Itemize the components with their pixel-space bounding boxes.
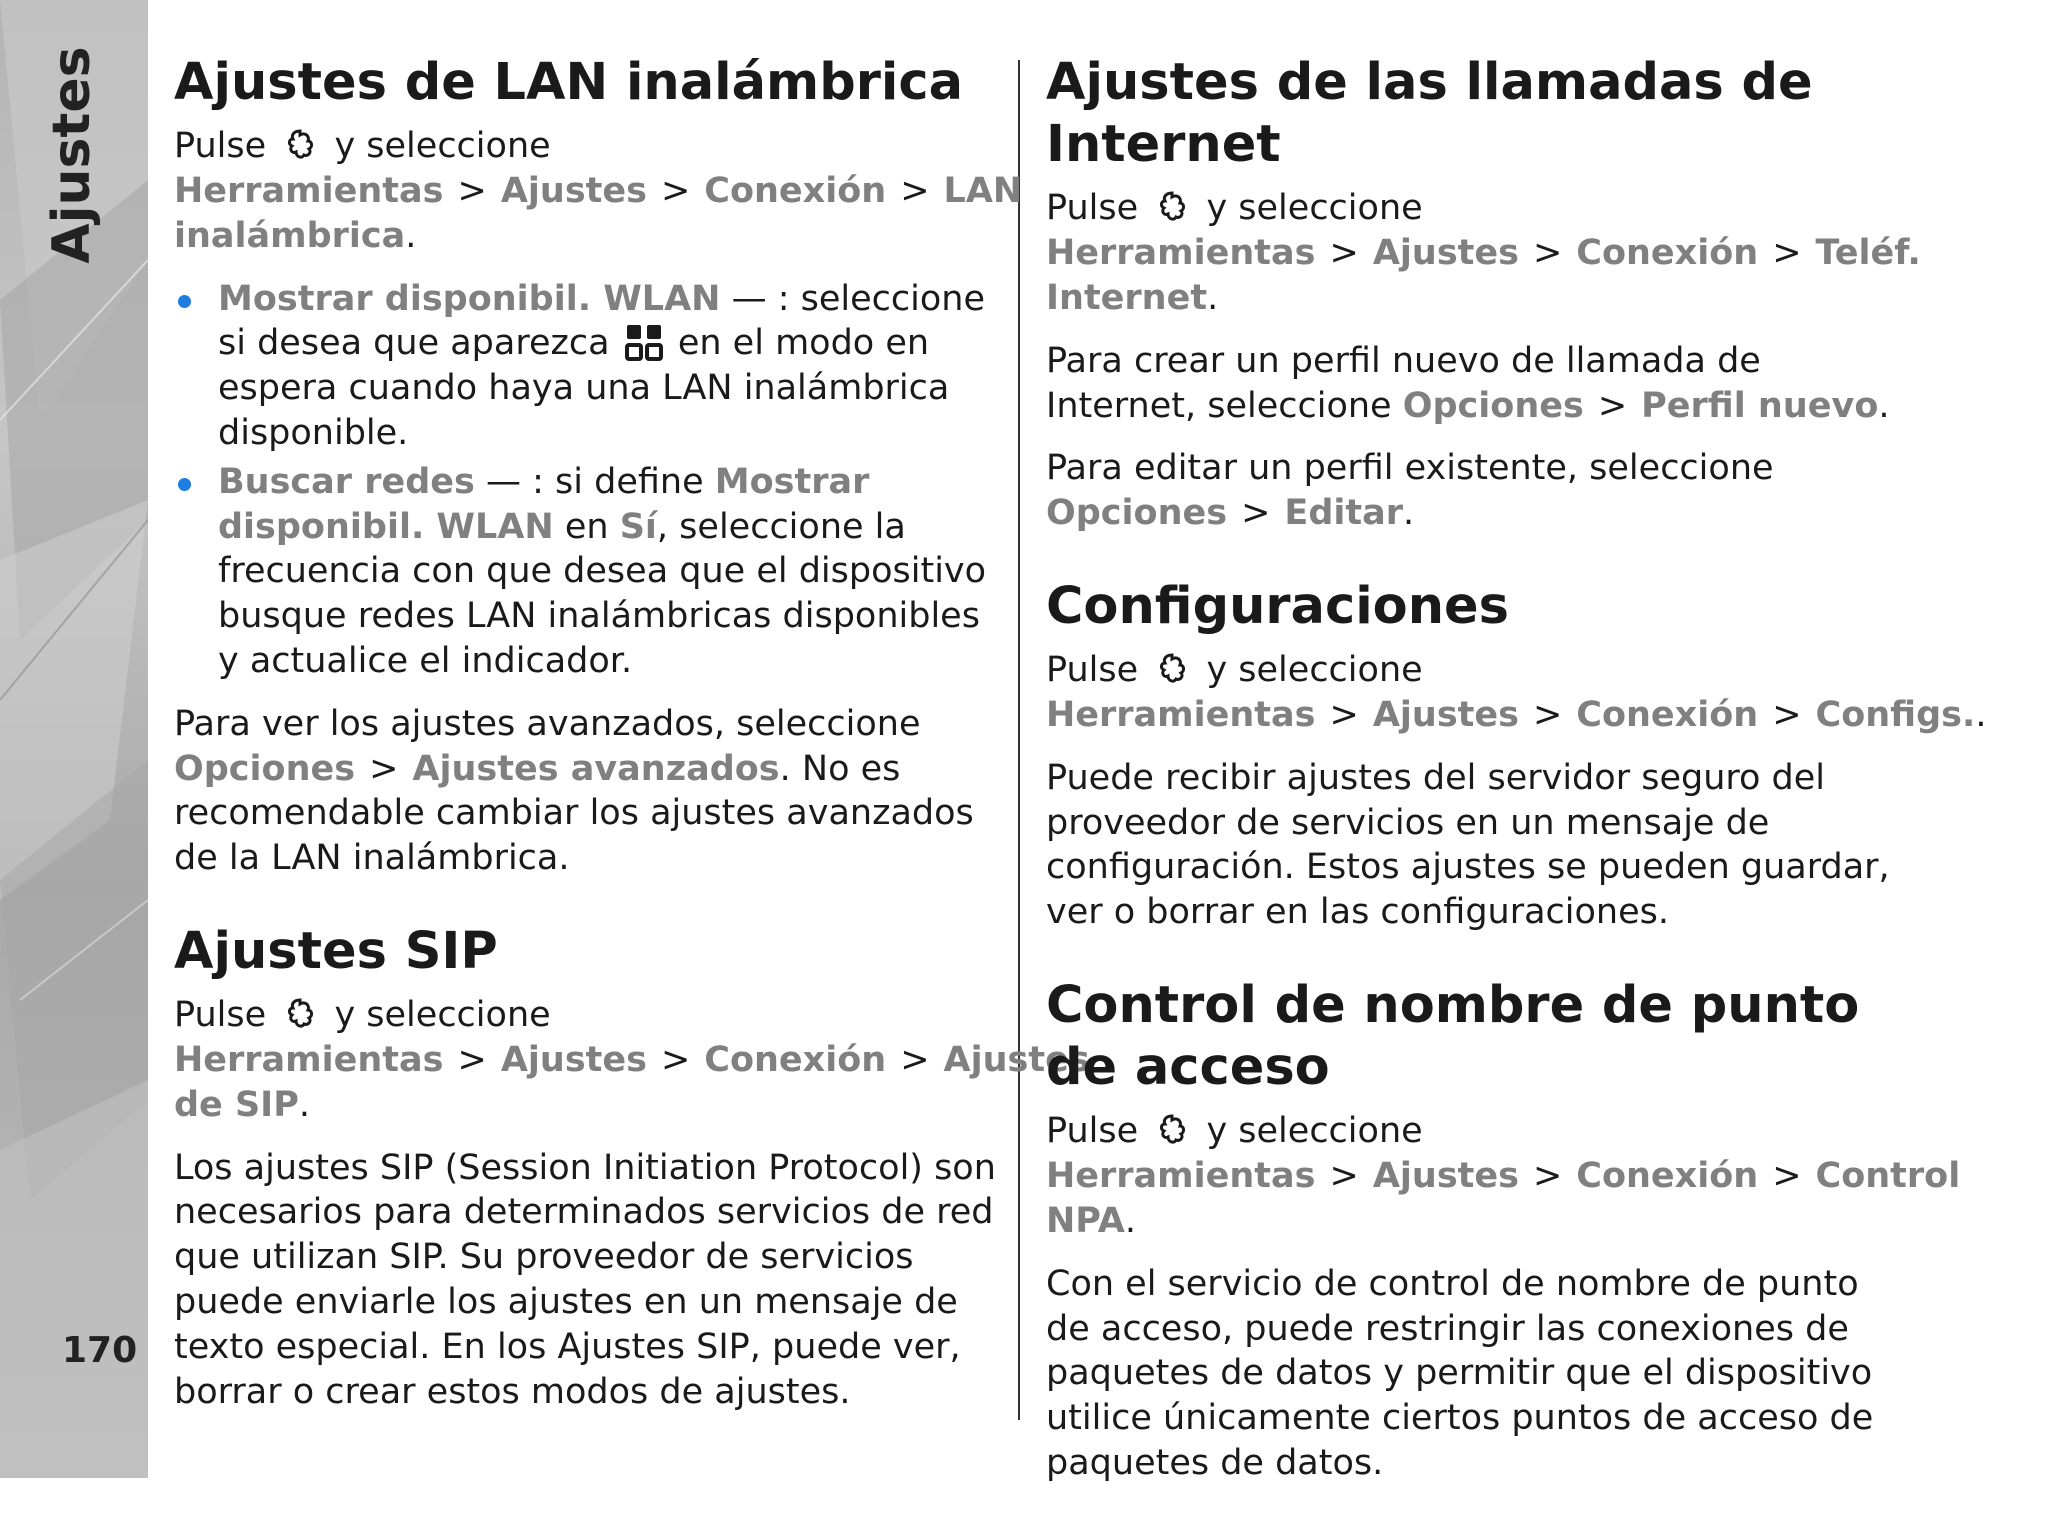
wlan-heading: Ajustes de LAN inalámbrica (174, 53, 963, 112)
left-column (174, 52, 1090, 1454)
configs-body: Puede recibir ajustes del servidor seguro del proveedor de servicios en un mensaje de configuración. Estos ajustes se pueden guardar, ver o borrar en las configuraciones. (1046, 757, 1890, 933)
menu-path-connection: Conexión (704, 171, 887, 212)
sidebar (0, 0, 148, 1478)
wlan-options-list (174, 277, 1004, 684)
apn-body: Con el servicio de control de nombre de punto de acceso, puede restringir las conexiones de paquetes de datos y permitir que el dispositivo utilice únicamente ciertos puntos de acceso de paquetes de datos. (1046, 1263, 1874, 1484)
menu-path-tools: Herramientas (174, 171, 444, 212)
menu-key-icon (1157, 1112, 1187, 1148)
internet-call-heading: Ajustes de las llamadas de Internet (1046, 53, 1813, 175)
apn-path: Pulse y seleccione Herramientas > Ajustes > Conexión > Control NPA. (1046, 1111, 1961, 1242)
configs-heading: Configuraciones (1046, 577, 1509, 637)
section-configs (1046, 576, 1987, 935)
list-item: Mostrar disponibil. WLAN — : seleccione si desea que aparezca en el modo en espera cuando haya una LAN inalámbrica disponible. (174, 277, 1004, 456)
section-internet-call (1046, 52, 1921, 536)
page-number: 170 (62, 1330, 138, 1371)
column-divider (1018, 60, 1020, 1420)
menu-key-icon (1157, 651, 1187, 687)
bullet-icon (178, 478, 191, 491)
menu-key-icon (1157, 189, 1187, 225)
bullet-icon (178, 295, 191, 308)
menu-key-icon (285, 996, 315, 1032)
apn-heading: Control de nombre de punto de acceso (1046, 976, 1860, 1098)
wlan-path: Pulse y seleccione Herramientas > Ajustes > Conexión > LAN inalámbrica. (174, 126, 1023, 256)
wlan-availability-icon (625, 323, 663, 361)
sidebar-title-text: Ajustes (42, 46, 102, 264)
internet-call-edit-profile: Para editar un perfil existente, seleccione Opciones > Editar. (1046, 448, 1774, 534)
sip-body: Los ajustes SIP (Session Initiation Protocol) son necesarios para determinados servicios de red que utilizan SIP. Su proveedor de servicios puede enviarle los ajustes en un mensaje de texto especial. En los Ajustes SIP, puede ver, borrar o crear estos modos de ajustes. (174, 1147, 996, 1412)
menu-key-icon (285, 127, 315, 163)
menu-path-wlan: LAN inalámbrica (174, 171, 1023, 256)
sip-heading: Ajustes SIP (174, 921, 498, 981)
sidebar-title (22, 46, 122, 264)
wlan-advanced-paragraph: Para ver los ajustes avanzados, seleccione Opciones > Ajustes avanzados. No es recomendable cambiar los ajustes avanzados de la LAN inalámbrica. (174, 703, 974, 879)
menu-path-settings: Ajustes (500, 171, 647, 212)
right-column (1046, 52, 1987, 1526)
section-apn (1046, 975, 1961, 1486)
list-item: Buscar redes — : si define Mostrar disponibil. WLAN en Sí, seleccione la frecuencia con que desea que el dispositivo busque redes LAN inalámbricas disponibles y actualice el indicador. (174, 460, 1004, 684)
internet-call-path: Pulse y seleccione Herramientas > Ajustes > Conexión > Teléf. Internet. (1046, 188, 1921, 319)
section-sip (174, 921, 1090, 1414)
internet-call-new-profile: Para crear un perfil nuevo de llamada de Internet, seleccione Opciones > Perfil nuevo. (1046, 340, 1890, 426)
section-wlan (174, 52, 1023, 881)
configs-path: Pulse y seleccione Herramientas > Ajustes > Conexión > Configs.. (1046, 650, 1987, 736)
sip-path: Pulse y seleccione Herramientas > Ajustes > Conexión > Ajustes de SIP. (174, 995, 1090, 1125)
